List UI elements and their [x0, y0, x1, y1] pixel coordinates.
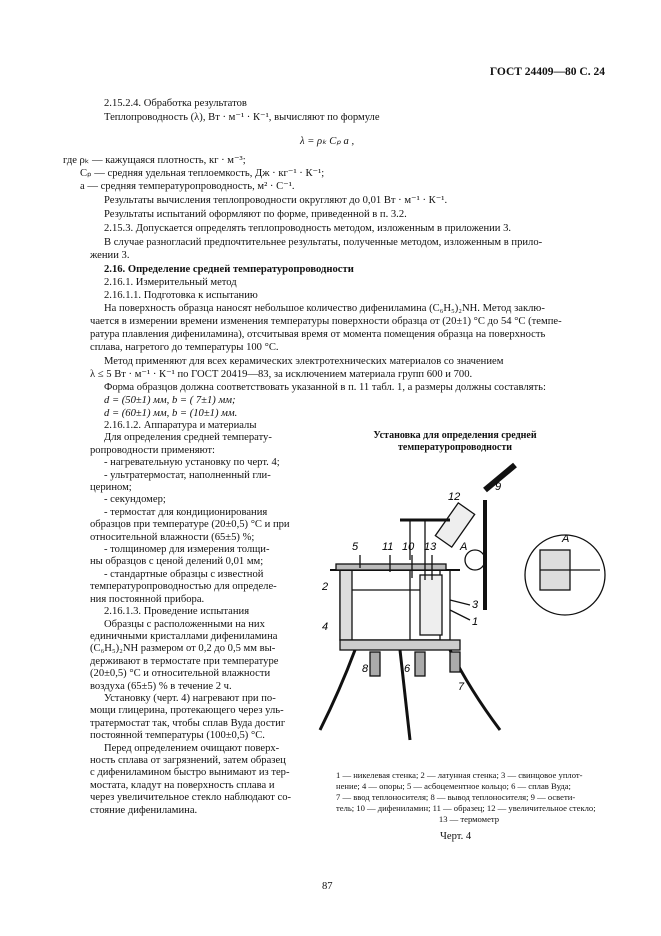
text-line: где ρₖ — кажущаяся плотность, кг · м⁻³;	[63, 155, 246, 166]
text-line: a — средняя температуропроводность, м² · С⁻¹.	[80, 181, 295, 192]
fig-label: 3	[472, 599, 479, 611]
text-line: Форма образцов должна соответствовать указанной в п. 11 табл. 1, а размеры должны составлять:	[104, 382, 546, 393]
fig-label: A	[562, 533, 570, 545]
text-line: В случае разногласий предпочтительнее результаты, полученные методом, изложенным в прило-	[104, 237, 543, 248]
page-number: 87	[322, 881, 333, 892]
fig-label: 11	[382, 541, 394, 553]
fig-label: 13	[424, 541, 437, 553]
fig-label: A	[460, 541, 468, 553]
text-line: ния постоянной прибора.	[90, 593, 205, 605]
text-line: Cₚ — средняя удельная теплоемкость, Дж · кг⁻¹ · К⁻¹;	[80, 168, 325, 179]
text-line: через увеличительное стекло наблюдают со-	[90, 792, 292, 804]
text-line: 2.15.3. Допускается определять теплопроводность методом, изложенным в приложении 3.	[104, 223, 512, 234]
text-line: - стандартные образцы с известной	[104, 568, 264, 580]
text-line: тратермостат так, чтобы сплав Вуда достиг	[90, 717, 286, 729]
text-line: температуропроводностью для определе-	[90, 581, 277, 593]
formula: λ = ρₖ Cₚ a ,	[300, 136, 355, 147]
text-line: Образцы с расположенными на них	[104, 618, 265, 630]
fig-label: 4	[322, 621, 329, 633]
text-line: 2.15.2.4. Обработка результатов	[104, 98, 247, 109]
text-line: - нагревательную установку по черт. 4;	[104, 457, 280, 469]
text-line: ны образцов с ценой делений 0,01 мм;	[90, 556, 264, 568]
text-line: образцов при температуре (20±0,5) °С и при	[90, 519, 290, 531]
text-line: - термостат для кондиционирования	[104, 506, 268, 518]
text-line: - толщиномер для измерения толщи-	[104, 544, 270, 556]
text-line: - ультратермостат, наполненный гли-	[104, 469, 271, 481]
text-line: ность сплава от загрязнений, затем образец	[90, 754, 286, 766]
text-line: церином;	[90, 482, 132, 494]
figure-title	[330, 430, 580, 454]
figure-title-line: Установка для определения средней	[373, 430, 537, 441]
fig-label: 5	[352, 541, 359, 553]
text-line: мощи глицерина, протекающего через уль-	[90, 705, 284, 717]
fig-label: 2	[322, 581, 329, 593]
text-line: Установку (черт. 4) нагревают при по-	[104, 692, 276, 704]
text-line: держивают в термостате при температуре	[90, 655, 279, 667]
text-line: (20±0,5) °С и относительной влажности	[90, 668, 271, 680]
text-line: сплава, нагретого до температуры 100 °С.	[90, 342, 279, 353]
fig-label: 10	[402, 541, 415, 553]
caption-line: тель; 10 — дифениламин; 11 — образец; 12 — увеличительное стекло;	[336, 803, 596, 813]
text-line: чается в измерении времени изменения температуры поверхности образца от (20±1) °С до 54 °С (темпе-	[90, 316, 562, 327]
fig-label: 12	[448, 491, 461, 503]
fig-label: 9	[495, 481, 502, 493]
text-line: с дифениламином быстро вынимают из тер-	[90, 767, 290, 779]
fig-label: 1	[472, 616, 479, 628]
text-line: d = (50±1) мм, b = ( 7±1) мм;	[104, 395, 236, 406]
fig-label: 7	[458, 681, 465, 693]
caption-line: 13 — термометр	[438, 814, 500, 824]
caption-line: 7 — ввод теплоносителя; 8 — вывод теплоносителя; 9 — освети-	[336, 792, 576, 802]
figure-number: Черт. 4	[440, 831, 472, 842]
figure-caption	[336, 770, 602, 825]
text-line: Перед определением очищают поверх-	[104, 742, 280, 754]
left-column	[90, 420, 330, 817]
text-line: воздуха (65±5) % в течение 2 ч.	[90, 680, 232, 692]
text-line: 2.16.1. Измерительный метод	[104, 277, 237, 288]
text-line: мостата, кладут на поверхность сплава и	[90, 779, 275, 791]
text-line: λ ≤ 5 Вт · м⁻¹ · К⁻¹ по ГОСТ 20419—83, за исключением материала групп 600 и 700.	[90, 369, 473, 380]
fig-label: 8	[362, 663, 369, 675]
fig-label: 6	[404, 663, 411, 675]
text-line: Результаты испытаний оформляют по форме, приведенной в п. 3.2.	[104, 209, 407, 220]
text-line: - секундомер;	[104, 494, 166, 506]
text-line: ратура плавления дифениламина), отсчитывая время от момента помещения образца на поверхность	[90, 329, 546, 340]
page-header: ГОСТ 24409—80 С. 24	[489, 66, 605, 78]
text-line: Теплопроводность (λ), Вт · м⁻¹ · К⁻¹, вычисляют по формуле	[104, 112, 380, 123]
text-line: постоянной температуры (100±0,5) °С.	[90, 730, 265, 742]
text-line: На поверхность образца наносят небольшое количество дифениламина (C₆H₅)₂NH. Метод заклю-	[104, 303, 545, 314]
text-line: стояние дифениламина.	[90, 804, 198, 816]
text-line: Результаты вычисления теплопроводности округляют до 0,01 Вт · м⁻¹ · К⁻¹.	[104, 195, 448, 206]
text-line: d = (60±1) мм, b = (10±1) мм.	[104, 408, 238, 419]
text-line: Метод применяют для всех керамических электротехнических материалов со значением	[104, 356, 504, 367]
figure-title-line: температуропроводности	[397, 442, 513, 453]
text-line: 2.16.1.3. Проведение испытания	[104, 606, 250, 618]
caption-line: 1 — никелевая стенка; 2 — латунная стенка; 3 — свинцовое уплот-	[336, 770, 583, 780]
apparatus-drawing	[300, 460, 620, 760]
section-heading: 2.16. Определение средней температуропроводности	[104, 264, 354, 275]
text-line: Для определения средней температу-	[104, 432, 272, 444]
text-line: относительной влажности (65±5) %;	[90, 531, 255, 543]
text-line: жении 3.	[90, 250, 130, 261]
text-line: ропроводности применяют:	[90, 444, 215, 456]
text-line: единичными кристаллами дифениламина	[90, 630, 278, 642]
text-line: 2.16.1.2. Аппаратура и материалы	[104, 420, 257, 431]
caption-line: нение; 4 — опоры; 5 — асбоцементное кольцо; 6 — сплав Вуда;	[336, 781, 571, 791]
text-line: (C₆H₅)₂NH размером от 0,2 до 0,5 мм вы-	[90, 643, 276, 655]
text-line: 2.16.1.1. Подготовка к испытанию	[104, 290, 258, 301]
